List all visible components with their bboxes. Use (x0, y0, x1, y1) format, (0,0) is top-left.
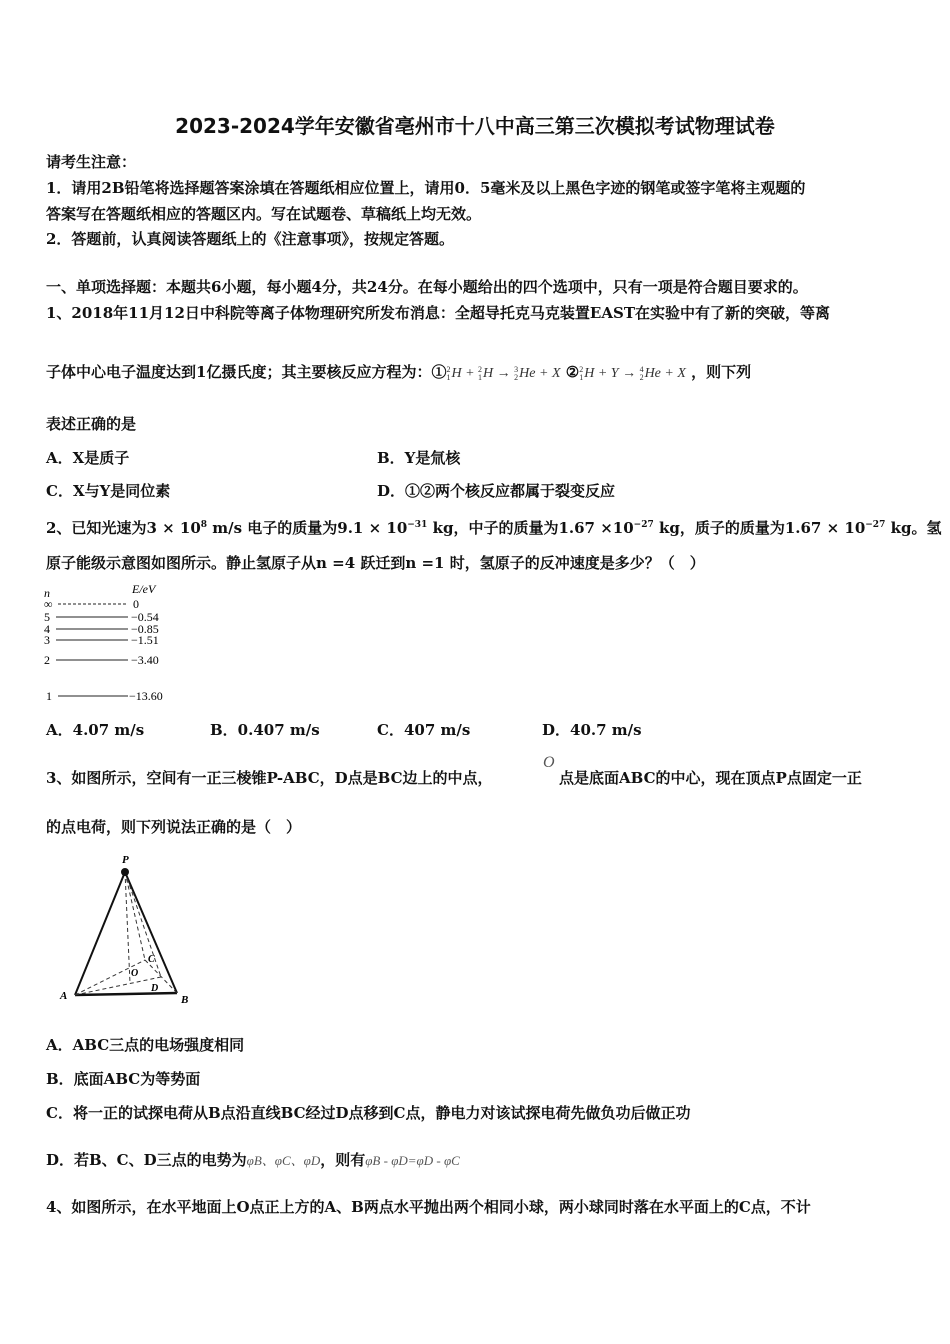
q2-stem-line-1: 2、已知光速为$3 \times 10^8$ m/s 电子的质量为$9.1 \times 10^{-31}$ kg，中子的质量为$1.67 \times 10^{-27}$ kg，质子的质量为$1.67 \times 10^{-27}$ kg。氢 (46, 519, 942, 537)
edge-pc (125, 872, 145, 960)
energy-level-diagram (40, 580, 190, 710)
q3-phi-relation: φB - φD=φD - φC (365, 1153, 460, 1168)
q3-stem-line-2: 的点电荷，则下列说法正确的是（ ） (46, 818, 302, 836)
edge-pd (125, 872, 161, 977)
q2-option-b: B．0.407 m/s (210, 721, 320, 739)
svg-text:0: 0 (133, 597, 139, 611)
q3-option-c: C．将一正的试探电荷从B点沿直线BC经过D点移到C点，静电力对该试探电荷先做负功后做正功 (46, 1104, 691, 1122)
q1-stem-line-2 (46, 362, 751, 384)
q1-stem-text-c: ，则下列 (691, 363, 752, 381)
pyramid-figure (55, 850, 205, 1010)
label-d: D (151, 983, 159, 994)
q2-option-c: C．407 m/s (377, 721, 471, 739)
q3-stem-line-1b: 点是底面ABC的中心，现在顶点P点固定一正 (559, 769, 862, 787)
page-title: 2023-2024学年安徽省亳州市十八中高三第三次模拟考试物理试卷 (175, 114, 775, 138)
q1-stem-line-1: 1、2018年11月12日中科院等离子体物理研究所发布消息：全超导托克马克装置EAST在实验中有了新的突破，等离 (46, 304, 831, 322)
q2-option-d: D．40.7 m/s (542, 721, 642, 739)
label-c: C (148, 954, 155, 965)
q2-option-a: A．4.07 m/s (46, 721, 145, 739)
svg-text:2: 2 (44, 653, 50, 667)
svg-text:4: 4 (44, 622, 50, 636)
q1-equation-1: 2 1H + 2 1H → 3 2He + X (446, 364, 561, 382)
point-charge-p (121, 868, 129, 876)
q3-option-d: D．若B、C、D三点的电势为φB、φC、φD，则有φB - φD=φD - φC (46, 1151, 460, 1169)
level-1 (46, 689, 163, 703)
q3-option-a: A．ABC三点的电场强度相同 (46, 1036, 245, 1054)
median-ad (75, 977, 161, 995)
q1-option-b: B．Y是氚核 (377, 449, 461, 467)
q1-stem-text-b: ② (565, 363, 580, 381)
notice-line-1: 1．请用2B铅笔将选择题答案涂填在答题纸相应位置上，请用0．5毫米及以上黑色字迹的钢笔或签字笔将主观题的 (46, 179, 806, 197)
svg-text:∞: ∞ (44, 597, 53, 611)
label-p: P (122, 854, 129, 866)
q3-phi-list: φB、φC、φD (246, 1153, 321, 1168)
svg-text:3: 3 (44, 633, 50, 647)
section-heading: 一、单项选择题：本题共6小题，每小题4分，共24分。在每小题给出的四个选项中，只有一项是符合题目要求的。 (46, 278, 808, 296)
label-b: B (181, 994, 189, 1006)
level-3 (44, 633, 159, 647)
svg-text:−0.54: −0.54 (131, 610, 159, 624)
svg-text:−13.60: −13.60 (129, 689, 163, 703)
notice-line-2: 答案写在答题纸相应的答题区内。写在试题卷、草稿纸上均无效。 (46, 205, 482, 223)
q1-stem-text-a: 子体中心电子温度达到1亿摄氏度；其主要核反应方程为：① (46, 363, 447, 381)
q1-stem-line-3: 表述正确的是 (46, 415, 137, 433)
q1-option-c: C．X与Y是同位素 (46, 482, 171, 500)
svg-text:5: 5 (44, 610, 50, 624)
q3-option-b: B．底面ABC为等势面 (46, 1070, 201, 1088)
level-inf (44, 597, 139, 611)
q1-equation-2: 2 1H + Y → 4 2He + X (579, 364, 686, 382)
q2-stem-line-2: 原子能级示意图如图所示。静止氢原子从n =4 跃迁到n =1 时，氢原子的反冲速度是多少？（ ） (46, 554, 705, 572)
svg-text:−3.40: −3.40 (131, 653, 159, 667)
svg-text:1: 1 (46, 689, 52, 703)
edge-ab (75, 993, 177, 995)
svg-text:−0.85: −0.85 (131, 622, 159, 636)
q3-stem-line-1: 3、如图所示，空间有一正三棱锥P-ABC，D点是BC边上的中点， (46, 769, 493, 787)
diagram-n-label: n (44, 586, 50, 600)
q3-o-symbol: O (543, 754, 555, 771)
level-2 (44, 653, 159, 667)
svg-text:−1.51: −1.51 (131, 633, 159, 647)
notice-line-3: 2．答题前，认真阅读答题纸上的《注意事项》，按规定答题。 (46, 230, 454, 248)
notice-heading: 请考生注意： (46, 153, 137, 171)
diagram-e-label: E/eV (132, 582, 156, 596)
q1-option-d: D．①②两个核反应都属于裂变反应 (377, 482, 616, 500)
edge-pa (75, 872, 125, 995)
label-o: O (131, 968, 139, 979)
label-a: A (60, 990, 68, 1002)
q1-option-a: A．X是质子 (46, 449, 130, 467)
q4-stem-line-1: 4、如图所示，在水平地面上O点正上方的A、B两点水平抛出两个相同小球，两小球同时落在水平面上的C点，不计 (46, 1198, 811, 1216)
